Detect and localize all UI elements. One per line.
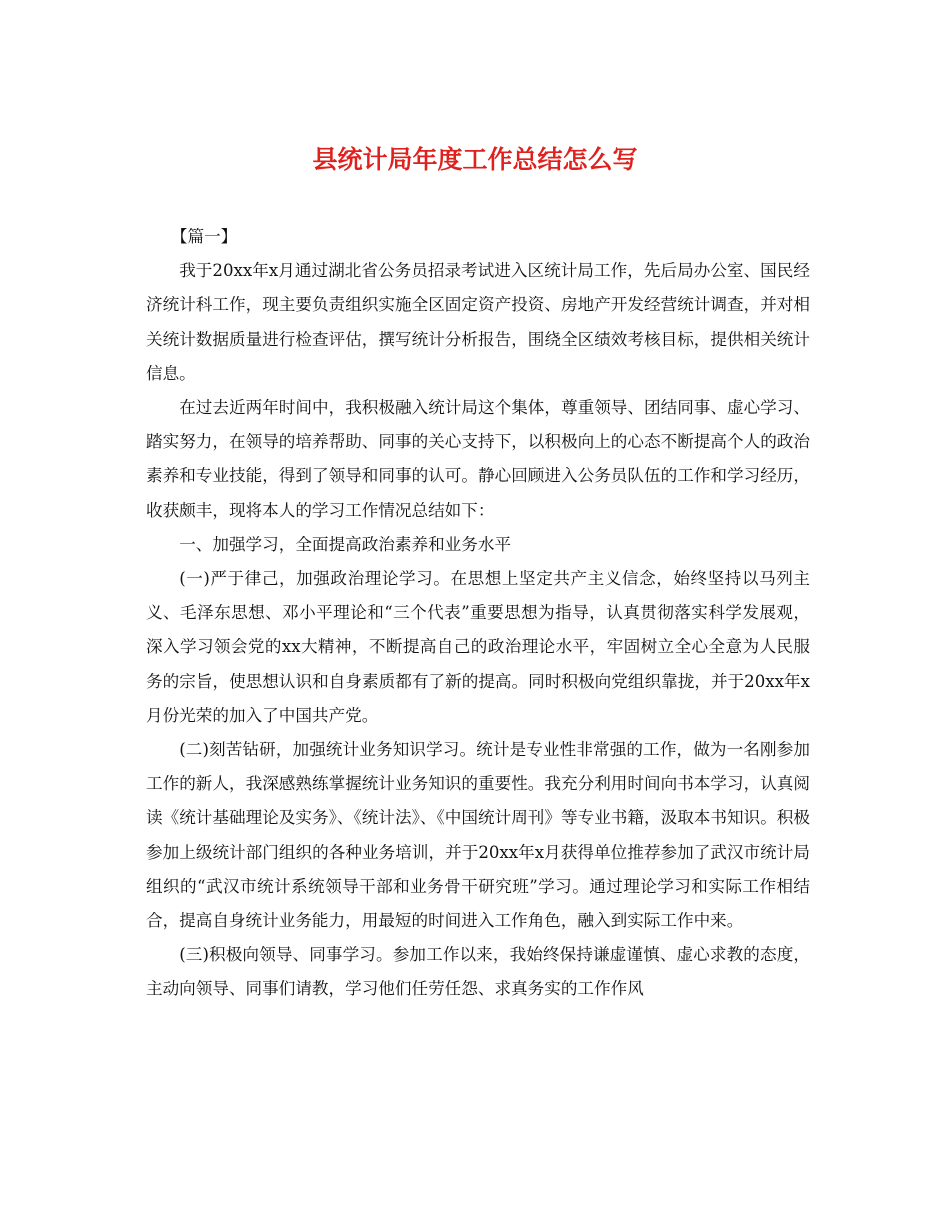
paragraph-item-1: (一)严于律己，加强政治理论学习。在思想上坚定共产主义信念，始终坚持以马列主义、毛泽东思想、邓小平理论和“三个代表”重要思想为指导，认真贯彻落实科学发展观，深入学习领会党的xx大精神，不断提高自己的政治理论水平，牢固树立全心全意为人民服务的宗旨，使思想认识和自身素质都有了新的提高。同时积极向党组织靠拢，并于20xx年x月份光荣的加入了中国共产党。 — [146, 569, 810, 725]
heading-part-one: 一、加强学习，全面提高政治素养和业务水平 — [179, 534, 512, 554]
section-heading: 【篇一】 — [170, 227, 238, 246]
paragraph-item-2: (二)刻苦钻研，加强统计业务知识学习。统计是专业性非常强的工作，做为一名刚参加工作的新人，我深感熟练掌握统计业务知识的重要性。我充分利用时间向书本学习，认真阅读《统计基础理论及实务》、《统计法》、《中国统计周刊》等专业书籍，汲取本书知识。积极参加上级统计部门组织的各种业务培训，并于20xx年x月获得单位推荐参加了武汉市统计局组织的“武汉市统计系统领导干部和业务骨干研究班”学习。通过理论学习和实际工作相结合，提高自身统计业务能力，用最短的时间进入工作角色，融入到实际工作中来。 — [146, 740, 810, 931]
document-body — [146, 220, 810, 1007]
document-title: 县统计局年度工作总结怎么写 — [312, 145, 638, 174]
paragraph-review: 在过去近两年时间中，我积极融入统计局这个集体，尊重领导、团结同事、虚心学习、踏实努力，在领导的培养帮助、同事的关心支持下，以积极向上的心态不断提高个人的政治素养和专业技能，得到了领导和同事的认可。静心回顾进入公务员队伍的工作和学习经历，收获颇丰，现将本人的学习工作情况总结如下： — [146, 398, 810, 520]
paragraph-item-3: (三)积极向领导、同事学习。参加工作以来，我始终保持谦虚谨慎、虚心求教的态度，主动向领导、同事们请教，学习他们任劳任怨、求真务实的工作作风 — [146, 945, 810, 999]
paragraph-intro: 我于20xx年x月通过湖北省公务员招录考试进入区统计局工作，先后局办公室、国民经济统计科工作，现主要负责组织实施全区固定资产投资、房地产开发经营统计调查，并对相关统计数据质量进行检查评估，撰写统计分析报告，围绕全区绩效考核目标，提供相关统计信息。 — [146, 261, 810, 383]
